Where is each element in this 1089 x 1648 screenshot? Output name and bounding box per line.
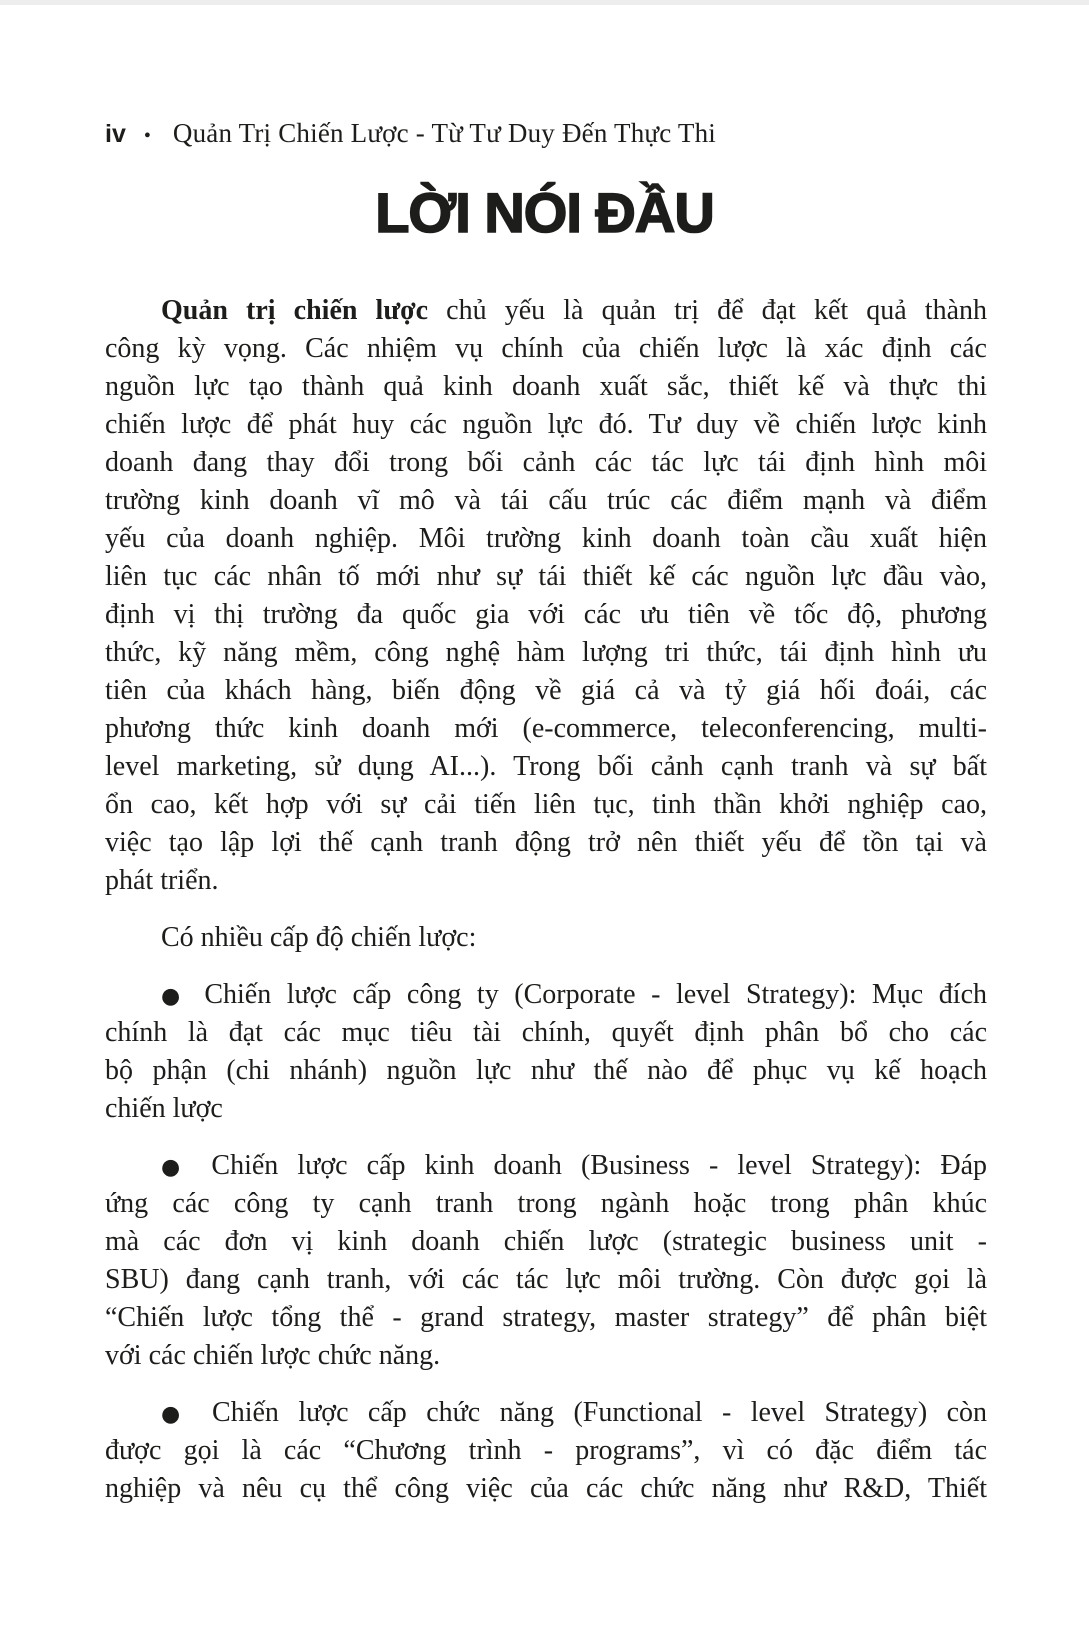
text-line: nguồn lực tạo thành quả kinh doanh xuất sắc, thiết kế và thực thi [105,371,987,402]
levels-intro-paragraph [105,919,987,957]
bullet-functional-level [105,1394,987,1508]
text-line: nghiệp và nêu cụ thể công việc của các chức năng như R&D, Thiết [105,1473,987,1504]
bullet-corporate-level [105,976,987,1128]
text-line: thức, kỹ năng mềm, công nghệ hàm lượng tri thức, tái định hình ưu [105,637,987,668]
text-line: liên tục các nhân tố mới như sự tái thiết kế các nguồn lực đầu vào, [105,561,987,592]
intro-paragraph [105,292,987,900]
text-line: chính là đạt các mục tiêu tài chính, quyết định phân bổ cho các [105,1017,987,1048]
text-line: Quản trị chiến lược chủ yếu là quản trị để đạt kết quả thành [161,295,987,326]
text-line: định vị thị trường đa quốc gia với các ưu tiên về tốc độ, phương [105,599,987,630]
bullet-dot-icon: ● [161,1402,193,1427]
text-line: Có nhiều cấp độ chiến lược: [161,922,477,953]
bullet-dot-icon: ● [161,1155,193,1180]
text-line: level marketing, sử dụng AI...). Trong bối cảnh cạnh tranh và sự bất [105,751,987,782]
page-number: iv [105,120,126,148]
bullet-business-level [105,1147,987,1375]
text-line: doanh đang thay đổi trong bối cảnh các tác lực tái định hình môi [105,447,987,478]
text-line: bộ phận (chi nhánh) nguồn lực như thế nào để phục vụ kế hoạch [105,1055,987,1086]
text-line: ● Chiến lược cấp chức năng (Functional - level Strategy) còn [161,1397,988,1428]
text-line: tiên của khách hàng, biến động về giá cả và tỷ giá hối đoái, các [105,675,987,706]
text-line: trường kinh doanh vĩ mô và tái cấu trúc các điểm mạnh và điểm [105,485,987,516]
text-line: chiến lược [105,1093,223,1124]
text-line: “Chiến lược tổng thể - grand strategy, master strategy” để phân biệt [105,1302,987,1333]
text-line: việc tạo lập lợi thế cạnh tranh động trở nên thiết yếu để tồn tại và [105,827,987,858]
text-line: ● Chiến lược cấp công ty (Corporate - level Strategy): Mục đích [161,979,988,1010]
header-separator-dot: • [143,125,151,147]
text-line: công kỳ vọng. Các nhiệm vụ chính của chiến lược là xác định các [105,333,987,364]
content [105,292,987,1508]
text-line: với các chiến lược chức năng. [105,1340,441,1371]
text-line: chiến lược để phát huy các nguồn lực đó. Tư duy về chiến lược kinh [105,409,987,440]
running-header [105,118,987,149]
text-line: ổn cao, kết hợp với sự cải tiến liên tục, tinh thần khởi nghiệp cao, [105,789,987,820]
text-line: ứng các công ty cạnh tranh trong ngành hoặc trong phân khúc [105,1188,987,1219]
page-top-strip [0,0,1089,5]
text-line: SBU) đang cạnh tranh, với các tác lực môi trường. Còn được gọi là [105,1264,987,1295]
text-line: được gọi là các “Chương trình - programs”, vì có đặc điểm tác [105,1435,987,1466]
chapter-title: LỜI NÓI ĐẦU [375,181,714,244]
bullet-dot-icon: ● [161,984,189,1009]
text-line: phát triển. [105,865,219,896]
book-title: Quản Trị Chiến Lược - Từ Tư Duy Đến Thực Thi [172,118,716,148]
text-line: mà các đơn vị kinh doanh chiến lược (strategic business unit - [105,1226,987,1257]
text-line: phương thức kinh doanh mới (e-commerce, teleconferencing, multi- [105,713,987,744]
text-line: yếu của doanh nghiệp. Môi trường kinh doanh toàn cầu xuất hiện [105,523,987,554]
text-line: ● Chiến lược cấp kinh doanh (Business - level Strategy): Đáp [161,1150,988,1181]
